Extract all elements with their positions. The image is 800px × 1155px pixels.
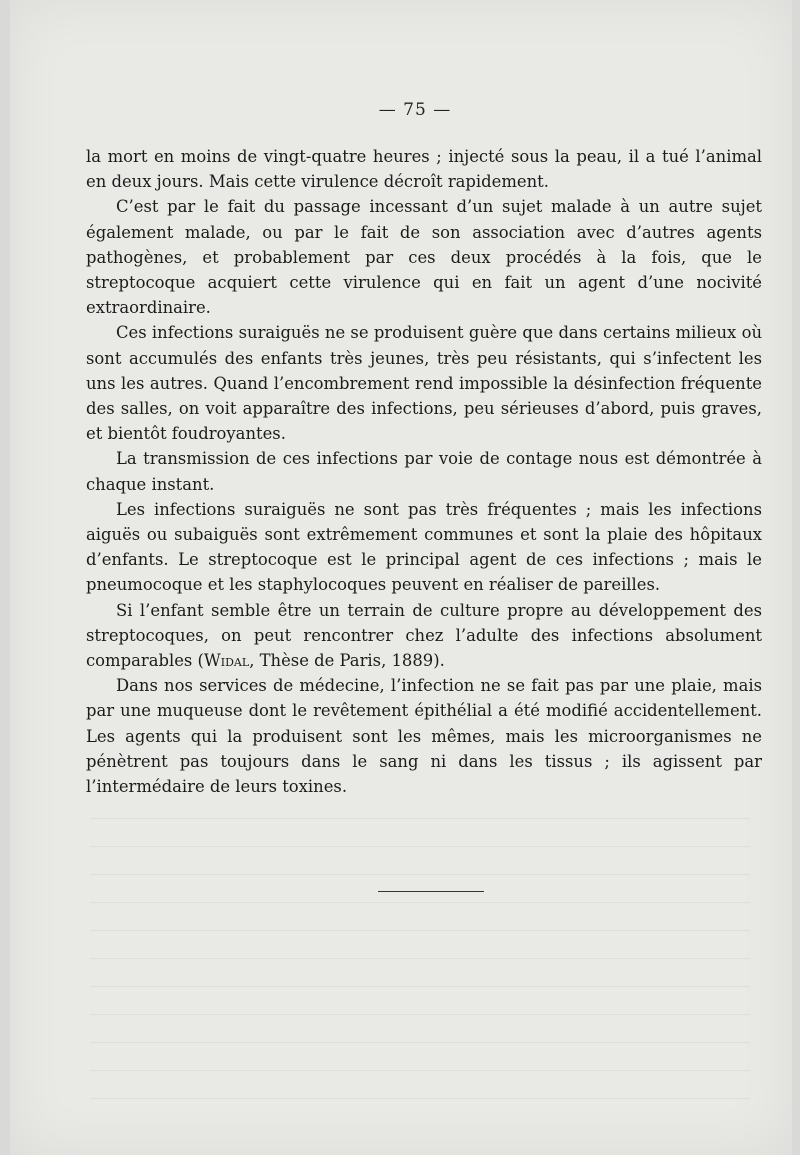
author-name: Widal (203, 651, 250, 671)
end-rule (378, 891, 484, 892)
citation-text: , Thèse de Paris, 1889). (249, 651, 445, 671)
paragraph: La transmission de ces infections par voie de contage nous est démontrée à chaque instant. (86, 449, 762, 494)
paragraph: Dans nos services de médecine, l’infection ne se fait pas par une plaie, mais par une muqueuse dont le revêtement épithélial a été modifié accidentellement. Les agents qui la produisent sont les mêmes, mais les microorganismes ne pénètrent pas toujours dans le sang ni dans les tissus ; ils agissent par l’intermédaire de leurs toxines. (86, 676, 762, 797)
book-page (10, 0, 792, 1155)
paragraph: Les infections suraiguës ne sont pas très fréquentes ; mais les infections aiguës ou subaiguës sont extrêmement communes et sont la plaie des hôpitaux d’enfants. Le streptocoque est le principal agent de ces infections ; mais le pneumocoque et les staphylocoques peuvent en réaliser de pareilles. (86, 499, 762, 595)
paragraph-continuation: la mort en moins de vingt-quatre heures ; injecté sous la peau, il a tué l’animal en deux jours. Mais cette virulence décroît rapidement. (86, 147, 762, 192)
body-text (86, 144, 762, 799)
paragraph-widal-citation (86, 598, 762, 674)
paragraph: C’est par le fait du passage incessant d’un sujet malade à un autre sujet également malade, ou par le fait de son association avec d’autres agents pathogènes, et probablement par ces deux procédés à la fois, que le streptocoque acquiert cette virulence qui en fait un agent d’une nocivité extraordinaire. (86, 197, 762, 318)
paragraph-text: Si l’enfant semble être un terrain de culture propre au développement des streptocoques, on peut rencontrer chez l’adulte des infections absolument comparables ( (86, 600, 762, 671)
paragraph: Ces infections suraiguës ne se produisent guère que dans certains milieux où sont accumulés des enfants très jeunes, très peu résistants, qui s’infectent les uns les autres. Quand l’encombrement rend impossible la désinfection fréquente des salles, on voit apparaître des infections, peu sérieuses d’abord, puis graves, et bientôt foudroyantes. (86, 323, 762, 444)
show-through-texture (90, 800, 750, 1100)
page-number: — 75 — (378, 100, 452, 120)
